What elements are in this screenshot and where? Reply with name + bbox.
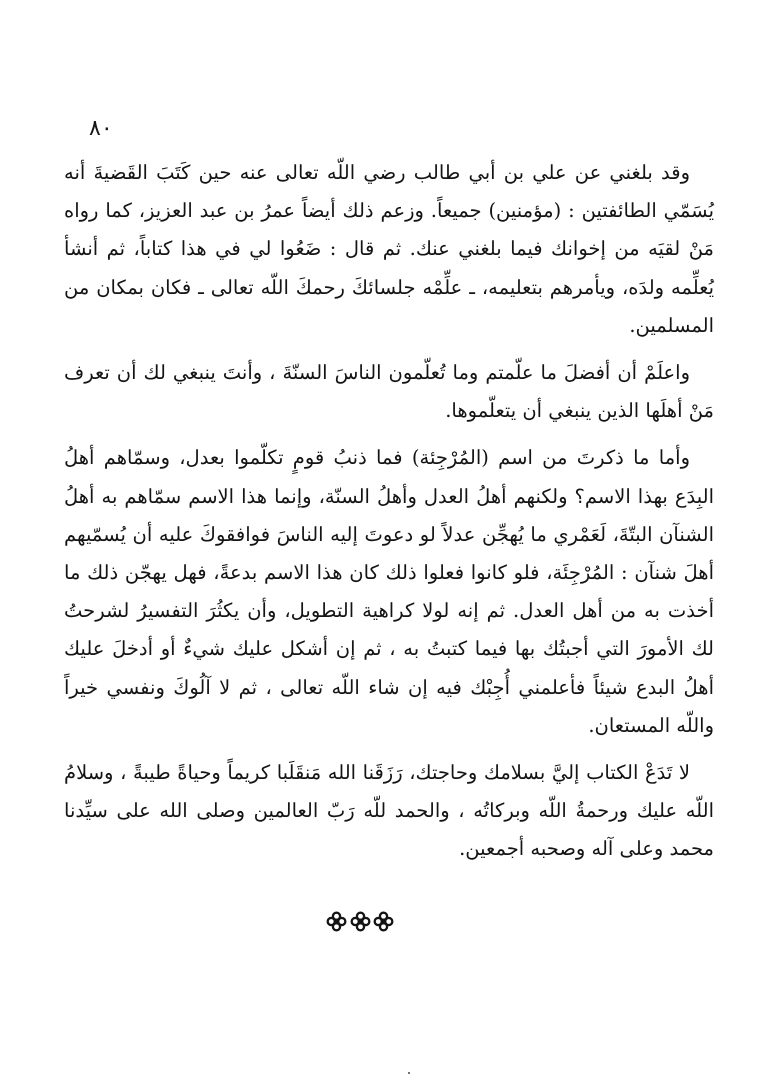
flower-icon: [373, 911, 394, 932]
scan-speck: [408, 1072, 410, 1074]
flower-icon: [326, 911, 347, 932]
paragraph-2: واعلَمْ أن أفضلَ ما علّمتم وما تُعلّمون الناسَ السنّةَ ، وأنتَ ينبغي لك أن تعرف مَنْ أهلَها الذين ينبغي أن يتعلّموها.: [64, 361, 714, 423]
paragraph-1: وقد بلغني عن علي بن أبي طالب رضي اللّه تعالى عنه حين كَتَبَ القَضيةَ أنه يُسَمّي الطائفتين : (مؤمنين) جميعاً. وزعم ذلك أيضاً عمرُ بن عبد العزيز، كما رواه مَنْ لقيَه من إخوانك فيما بلغني عنك. ثم قال : ضَعُوا لي في هذا كتاباً، ثم أنشأ يُعلِّمه ولدَه، ويأمرهم بتعليمه، ـ علِّمْه جلسائكَ رحمكَ اللّه تعالى ـ فكان بمكان من المسلمين.: [64, 161, 714, 337]
page-number: ٨٠: [89, 116, 113, 141]
paragraph-4: لا تَدَعْ الكتاب إليَّ بسلامك وحاجتك، رَزَقَنا الله مَنقَلَبا كريماً وحياةً طيبةً ، وسلامُ اللّه عليك ورحمةُ اللّه وبركاتُه ، والحمد للّه رَبّ العالمين وصلى الله على سيِّدنا محمد وعلى آله وصحبه أجمعين.: [64, 761, 714, 861]
text-body: [64, 154, 714, 869]
paragraph-3: وأما ما ذكرتَ من اسم (المُرْجِئة) فما ذنبُ قومٍ تكلّموا بعدل، وسمّاهم أهلُ البِدَع بهذا الاسم؟ ولكنهم أهلُ العدل وأهلُ السنّة، وإنما هذا الاسم سمّاهم به أهلُ الشنآن البتّةَ، لَعَمْري ما يُهجِّن عدلاً لو دعوتَ إليه الناسَ فوافقوكَ عليه أن يُسمّيهم أهلَ شنآن : المُرْجِئَة، فلو كانوا فعلوا ذلك كان هذا الاسم بدعةً، فهل يهجّن ذلك ما أخذت به من أهل العدل. ثم إنه لولا كراهية التطويل، وأن يكثُرَ التفسيرُ لشرحتُ لك الأمورَ التي أجبتُك بها فيما كتبتُ به ، ثم إن أشكل عليك شيءٌ أو أدخلَ عليك أهلُ البدع شيئاً فأعلمني أُجِبْك فيه إن شاء اللّه تعالى ، ثم لا آلُوكَ ونفسي خيراً واللّه المستعان.: [64, 446, 714, 737]
flower-icon: [350, 911, 371, 932]
triple-flower-ornament-icon: [326, 910, 394, 932]
